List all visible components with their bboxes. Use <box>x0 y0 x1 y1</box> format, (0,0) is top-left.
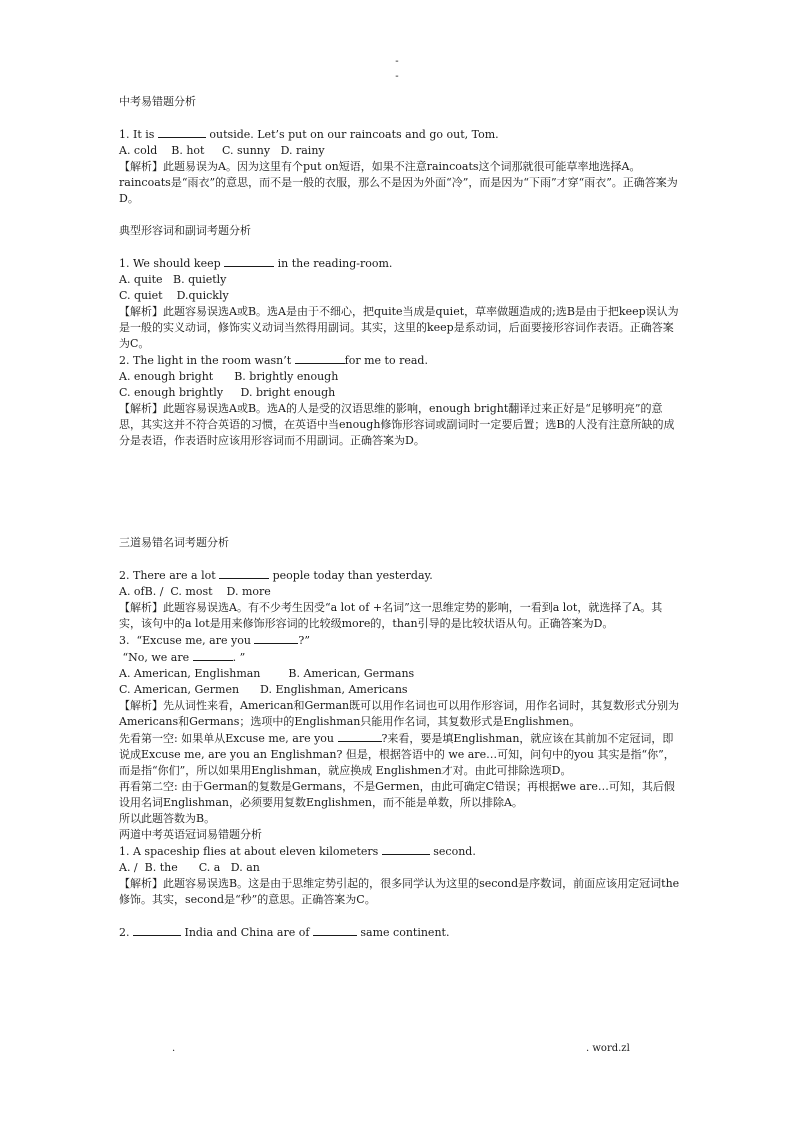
q1-analysis: 【解析】此题易误为A。因为这里有个put on短语，如果不注意raincoats这个词那就很可能草率地选择A。raincoats是“雨衣”的意思，而不是一般的衣服，那么不是因为外面“冷”，而是因为“下雨”才穿“雨衣”。正确答案为D。 <box>119 160 678 205</box>
q7-blank-2 <box>313 924 357 936</box>
q5-analysis-4: 所以此题答数为B。 <box>119 812 216 825</box>
q6-stem-a: 1. A spaceship flies at about eleven kilometers <box>119 845 382 858</box>
q2-blank <box>224 255 274 267</box>
q5-blank-2 <box>193 649 233 661</box>
q5-stem-a: 3. “Excuse me, are you <box>119 634 255 647</box>
q7-stem-b: India and China are of <box>181 926 313 939</box>
header-mark-bottom: - <box>395 71 399 82</box>
q4-options: A. ofB. / C. most D. more <box>119 585 271 598</box>
q2-stem-a: 1. We should keep <box>119 257 225 270</box>
q5-stem-b: ?” <box>298 634 310 647</box>
q3-options-2: C. enough brightly D. bright enough <box>119 386 336 399</box>
section-title-articles: 两道中考英语冠词易错题分析 <box>119 828 262 841</box>
question-4 <box>119 567 681 584</box>
question-6 <box>119 843 681 860</box>
footer-right-mark: . word.zl <box>586 1043 630 1054</box>
q7-stem-c: same continent. <box>356 926 450 939</box>
q2-analysis: 【解析】此题容易误选A或B。选A是由于不细心，把quite当成是quiet，草率做题造成的;选B是由于把keep误认为是一般的实义动词，修饰实义动词当然得用副词。其实，这里的keep是系动词，后面要接形容词作表语。正确答案为C。 <box>119 305 679 350</box>
q4-analysis: 【解析】此题容易误选A。有不少考生因受“a lot of +名词”这一思维定势的影响，一看到a lot，就选择了A。其实，该句中的a lot是用来修饰形容词的比较级more的，than引导的是比较状语从句。正确答案为D。 <box>119 601 663 630</box>
section-title-errors: 中考易错题分析 <box>119 95 196 108</box>
q5-options-2: C. American, Germen D. Englishman, Americans <box>119 683 408 696</box>
q3-stem-b: for me to read. <box>344 354 428 367</box>
q7-stem-a: 2. <box>119 926 133 939</box>
q1-options: A. cold B. hot C. sunny D. rainy <box>119 144 325 157</box>
q3-options-1: A. enough bright B. brightly enough <box>119 370 339 383</box>
q5-analysis-3: 再看第二空: 由于German的复数是Germans，不是Germen，由此可确定C错误；再根据we are…可知，其后假设用名词Englishman，必须要用复数Englishmen，而不能是单数，所以排除A。 <box>119 780 675 809</box>
q4-stem-b: people today than yesterday. <box>269 569 433 582</box>
footer-left-mark: . <box>172 1043 176 1054</box>
q2-options-1: A. quite B. quietly <box>119 273 227 286</box>
q5-analysis-1: 【解析】先从词性来看，American和German既可以用作名词也可以用作形容词，用作名词时，其复数形式分别为Americans和Germans；选项中的Englishman只能用作名词，其复数形式是Englishmen。 <box>119 699 680 728</box>
q5-analysis-blank <box>338 730 382 742</box>
q3-blank <box>295 352 345 364</box>
q5-options-1: A. American, Englishman B. American, Germans <box>119 667 415 680</box>
q4-stem-a: 2. There are a lot <box>119 569 220 582</box>
q1-stem-a: 1. It is <box>119 128 158 141</box>
q5-analysis-2a: 先看第一空: 如果单从Excuse me, are you <box>119 732 338 745</box>
q3-stem-a: 2. The light in the room wasn’t <box>119 354 295 367</box>
q5-reply-a: “No, we are <box>119 651 193 664</box>
q7-blank-1 <box>133 924 181 936</box>
question-5 <box>119 632 681 649</box>
q1-stem-b: outside. Let’s put on our raincoats and go out, Tom. <box>205 128 499 141</box>
question-7 <box>119 924 681 941</box>
q5-analysis-2 <box>119 730 681 779</box>
document-body <box>119 94 681 941</box>
question-5-reply <box>119 649 681 666</box>
q5-analysis-2b: ?来看，要是填Englishman，就应该在其前加不定冠词，即说成Excuse me, are you an Englishman? 但是，根据答语中的 we are…可知，问句中的you 其实是指“你”，而是指“你们”，所以如果用Englishman，就应换成 Englishmen才对。由此可排除选项D。 <box>119 732 675 777</box>
q2-options-2: C. quiet D.quickly <box>119 289 229 302</box>
q5-blank-1 <box>254 632 298 644</box>
header-mark-top: - <box>395 56 399 67</box>
q1-blank <box>158 126 206 138</box>
q6-stem-b: second. <box>429 845 476 858</box>
question-2 <box>119 255 681 272</box>
section-title-adjectives: 典型形容词和副词考题分析 <box>119 224 251 237</box>
q6-options: A. / B. the C. a D. an <box>119 861 260 874</box>
q3-analysis: 【解析】此题容易误选A或B。选A的人是受的汉语思维的影响，enough bright翻译过来正好是“足够明亮”的意思，其实这并不符合英语的习惯，在英语中当enough修饰形容词或副词时一定要后置；选B的人没有注意所缺的成分是表语，作表语时应该用形容词而不用副词。正确答案为D。 <box>119 402 675 447</box>
q6-analysis: 【解析】此题容易误选B。这是由于思维定势引起的，很多同学认为这里的second是序数词，前面应该用定冠词the修饰。其实，second是“秒”的意思。正确答案为C。 <box>119 877 680 906</box>
q6-blank <box>382 843 430 855</box>
question-1 <box>119 126 681 143</box>
q4-blank <box>219 567 269 579</box>
section-title-nouns: 三道易错名词考题分析 <box>119 536 229 549</box>
q5-reply-b: . ” <box>232 651 246 664</box>
question-3 <box>119 352 681 369</box>
q2-stem-b: in the reading-room. <box>274 257 393 270</box>
